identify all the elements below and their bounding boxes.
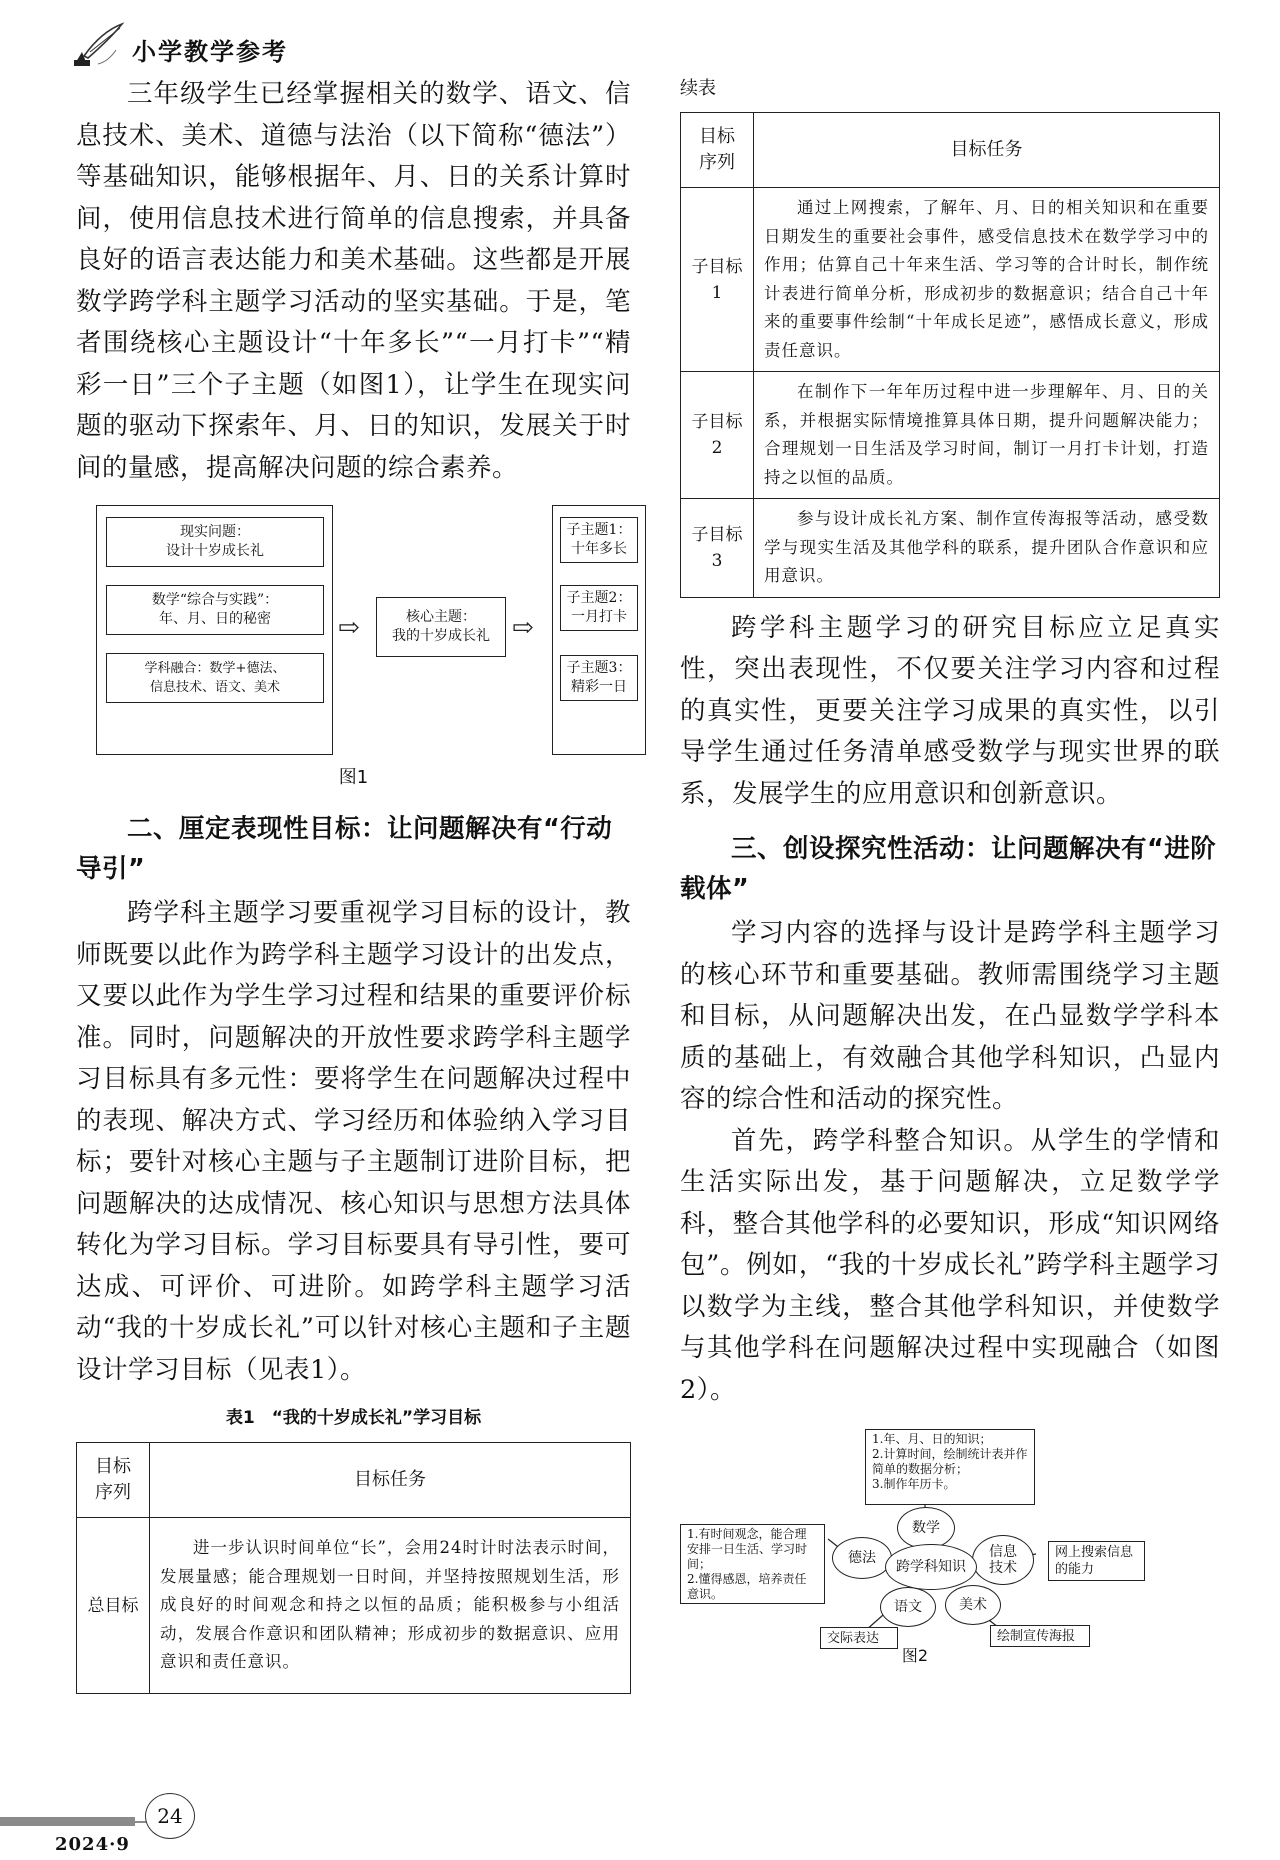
figure-2-caption: 图2: [901, 1646, 929, 1665]
goal-index-cell: 子目标 1: [681, 188, 754, 372]
left-column: [76, 74, 631, 1694]
box-subtheme-1: 子主题1： 十年多长: [560, 517, 638, 563]
goal-task-text: 通过上网搜索，了解年、月、日的相关知识和在重要日期发生的重要社会事件，感受信息技术在数学学习中的作用；估算自己十年来生活、学习等的合计时长，制作统计表进行简单分析，形成初步的数据意识；结合自己十年来的重要事件绘制“十年成长足迹”，感悟成长意义，形成责任意识。: [764, 198, 1209, 360]
figure-1-caption: 图1: [338, 767, 369, 788]
node-info-tech: 信息 技术: [972, 1535, 1034, 1585]
page-number: 24: [145, 1793, 195, 1839]
figure-1: [76, 505, 631, 795]
box-info-tech-skill: 网上搜索信息的能力: [1048, 1541, 1145, 1581]
paragraph: 跨学科主题学习要重视学习目标的设计，教师既要以此作为跨学科主题学习设计的出发点，又要以此作为学生学习过程和结果的重要评价标准。同时，问题解决的开放性要求跨学科主题学习目标具有多元性：要将学生在问题解决过程中的表现、解决方式、学习经历和体验纳入学习目标；要针对核心主题与子主题制订进阶目标，把问题解决的达成情况、核心知识与思想方法具体转化为学习目标。学习目标要具有导引性，要可达成、可评价、可进阶。如跨学科主题学习活动“我的十岁成长礼”可以针对核心主题和子主题设计学习目标（见表1）。: [76, 898, 631, 1385]
header-goal-index: 目标 序列: [681, 113, 754, 188]
goals-table: [76, 1442, 631, 1694]
paragraph: 首先，跨学科整合知识。从学生的学情和生活实际出发，基于问题解决，立足数学学科，整合其他学科的必要知识，形成“知识网络包”。例如，“我的十岁成长礼”跨学科主题学习以数学为主线，整合其他学科知识，并使数学与其他学科在问题解决过程中实现融合（如图2）。: [680, 1125, 1220, 1405]
header-goal-task: 目标任务: [150, 1443, 631, 1518]
node-chinese: 语文: [880, 1587, 936, 1627]
table-1-caption: 表1 “我的十岁成长礼”学习目标: [225, 1408, 482, 1428]
box-math-knowledge: 1.年、月、日的知识； 2.计算时间，绘制统计表并作简单的数据分析； 3.制作年历卡。: [865, 1429, 1035, 1505]
goals-table-continued: [680, 112, 1220, 598]
arrow-right-icon: ⇨: [512, 613, 534, 643]
box-poster: 绘制宣传海报: [990, 1625, 1090, 1647]
box-core-theme: 核心主题： 我的十岁成长礼: [376, 597, 506, 657]
table-header-row: [77, 1443, 631, 1518]
goal-index-cell: 子目标 3: [681, 499, 754, 598]
box-subtheme-2: 子主题2： 一月打卡: [560, 585, 638, 631]
box-moral-knowledge: 1.有时间观念，能合理安排一日生活、学习时间； 2.懂得感恩，培养责任意识。: [680, 1524, 825, 1604]
goal-task-text: 参与设计成长礼方案、制作宣传海报等活动，感受数学与现实生活及其他学科的联系，提升团队合作意识和应用意识。: [764, 509, 1209, 585]
paragraph: 跨学科主题学习的研究目标应立足真实性，突出表现性，不仅要关注学习内容和过程的真实性，更要关注学习成果的真实性，以引导学生通过任务清单感受数学与现实世界的联系，发展学生的应用意识和创新意识。: [680, 612, 1220, 809]
table-continued-label: 续表: [680, 78, 716, 99]
figure-2: [680, 1429, 1150, 1664]
node-cross-discipline: 跨学科知识: [885, 1544, 977, 1590]
node-moral: 德法: [832, 1537, 892, 1579]
table-header-row: [681, 113, 1220, 188]
table-row: [681, 499, 1220, 598]
box-real-problem: 现实问题： 设计十岁成长礼: [106, 517, 324, 567]
paragraph: 学习内容的选择与设计是跨学科主题学习的核心环节和重要基础。教师需围绕学习主题和目标，从问题解决出发，在凸显数学学科本质的基础上，有效融合其他学科知识，凸显内容的综合性和活动的探究性。: [680, 918, 1220, 1114]
section-heading-2: 二、厘定表现性目标：让问题解决有“行动导引”: [76, 814, 613, 884]
right-column: [680, 74, 1220, 1664]
box-communication: 交际表达: [820, 1627, 898, 1649]
goal-task-text: 进一步认识时间单位“长”，会用24时计时法表示时间，发展量感；能合理规划一日时间，并坚持按照规划生活，形成良好的时间观念和持之以恒的品质；能积极参与小组活动，发展合作意识和团队精神；形成初步的数据意识、应用意识和责任意识。: [160, 1538, 620, 1672]
table-row: [681, 372, 1220, 499]
table-row: [681, 188, 1220, 372]
goal-task-text: 在制作下一年年历过程中进一步理解年、月、日的关系，并根据实际情境推算具体日期，提升问题解决能力；合理规划一日生活及学习时间，制订一月打卡计划，打造持之以恒的品质。: [764, 382, 1209, 487]
page-header: [70, 22, 630, 72]
goal-index-cell: 子目标 2: [681, 372, 754, 499]
section-heading-3: 三、创设探究性活动：让问题解决有“进阶载体”: [680, 834, 1217, 904]
footer-bar: [0, 1817, 135, 1826]
box-subtheme-3: 子主题3： 精彩一日: [560, 655, 638, 701]
box-subject-fusion: 学科融合：数学+德法、 信息技术、语文、美术: [106, 653, 324, 703]
goal-task-cell: [754, 188, 1220, 372]
journal-title: 小学教学参考: [132, 38, 288, 66]
paragraph: 三年级学生已经掌握相关的数学、语文、信息技术、美术、道德与法治（以下简称“德法”）等基础知识，能够根据年、月、日的关系计算时间，使用信息技术进行简单的信息搜索，并具备良好的语言表达能力和美术基础。这些都是开展数学跨学科主题学习活动的坚实基础。于是，笔者围绕核心主题设计“十年多长”“一月打卡”“精彩一日”三个子主题（如图1），让学生在现实问题的驱动下探索年、月、日的知识，发展关于时间的量感，提高解决问题的综合素养。: [76, 79, 631, 483]
quill-logo-icon: [70, 22, 130, 68]
arrow-right-icon: ⇨: [338, 613, 360, 643]
goal-index-cell: 总目标: [77, 1518, 150, 1694]
box-math-practice: 数学“综合与实践”： 年、月、日的秘密: [106, 585, 324, 635]
table-row: [77, 1518, 631, 1694]
node-math: 数学: [897, 1507, 955, 1549]
header-goal-task: 目标任务: [754, 113, 1220, 188]
issue-number: 2024·9: [55, 1834, 130, 1855]
node-art: 美术: [945, 1585, 1001, 1625]
header-goal-index: 目标 序列: [77, 1443, 150, 1518]
goal-task-cell: [754, 372, 1220, 499]
goal-task-cell: [754, 499, 1220, 598]
goal-task-cell: [150, 1518, 631, 1694]
